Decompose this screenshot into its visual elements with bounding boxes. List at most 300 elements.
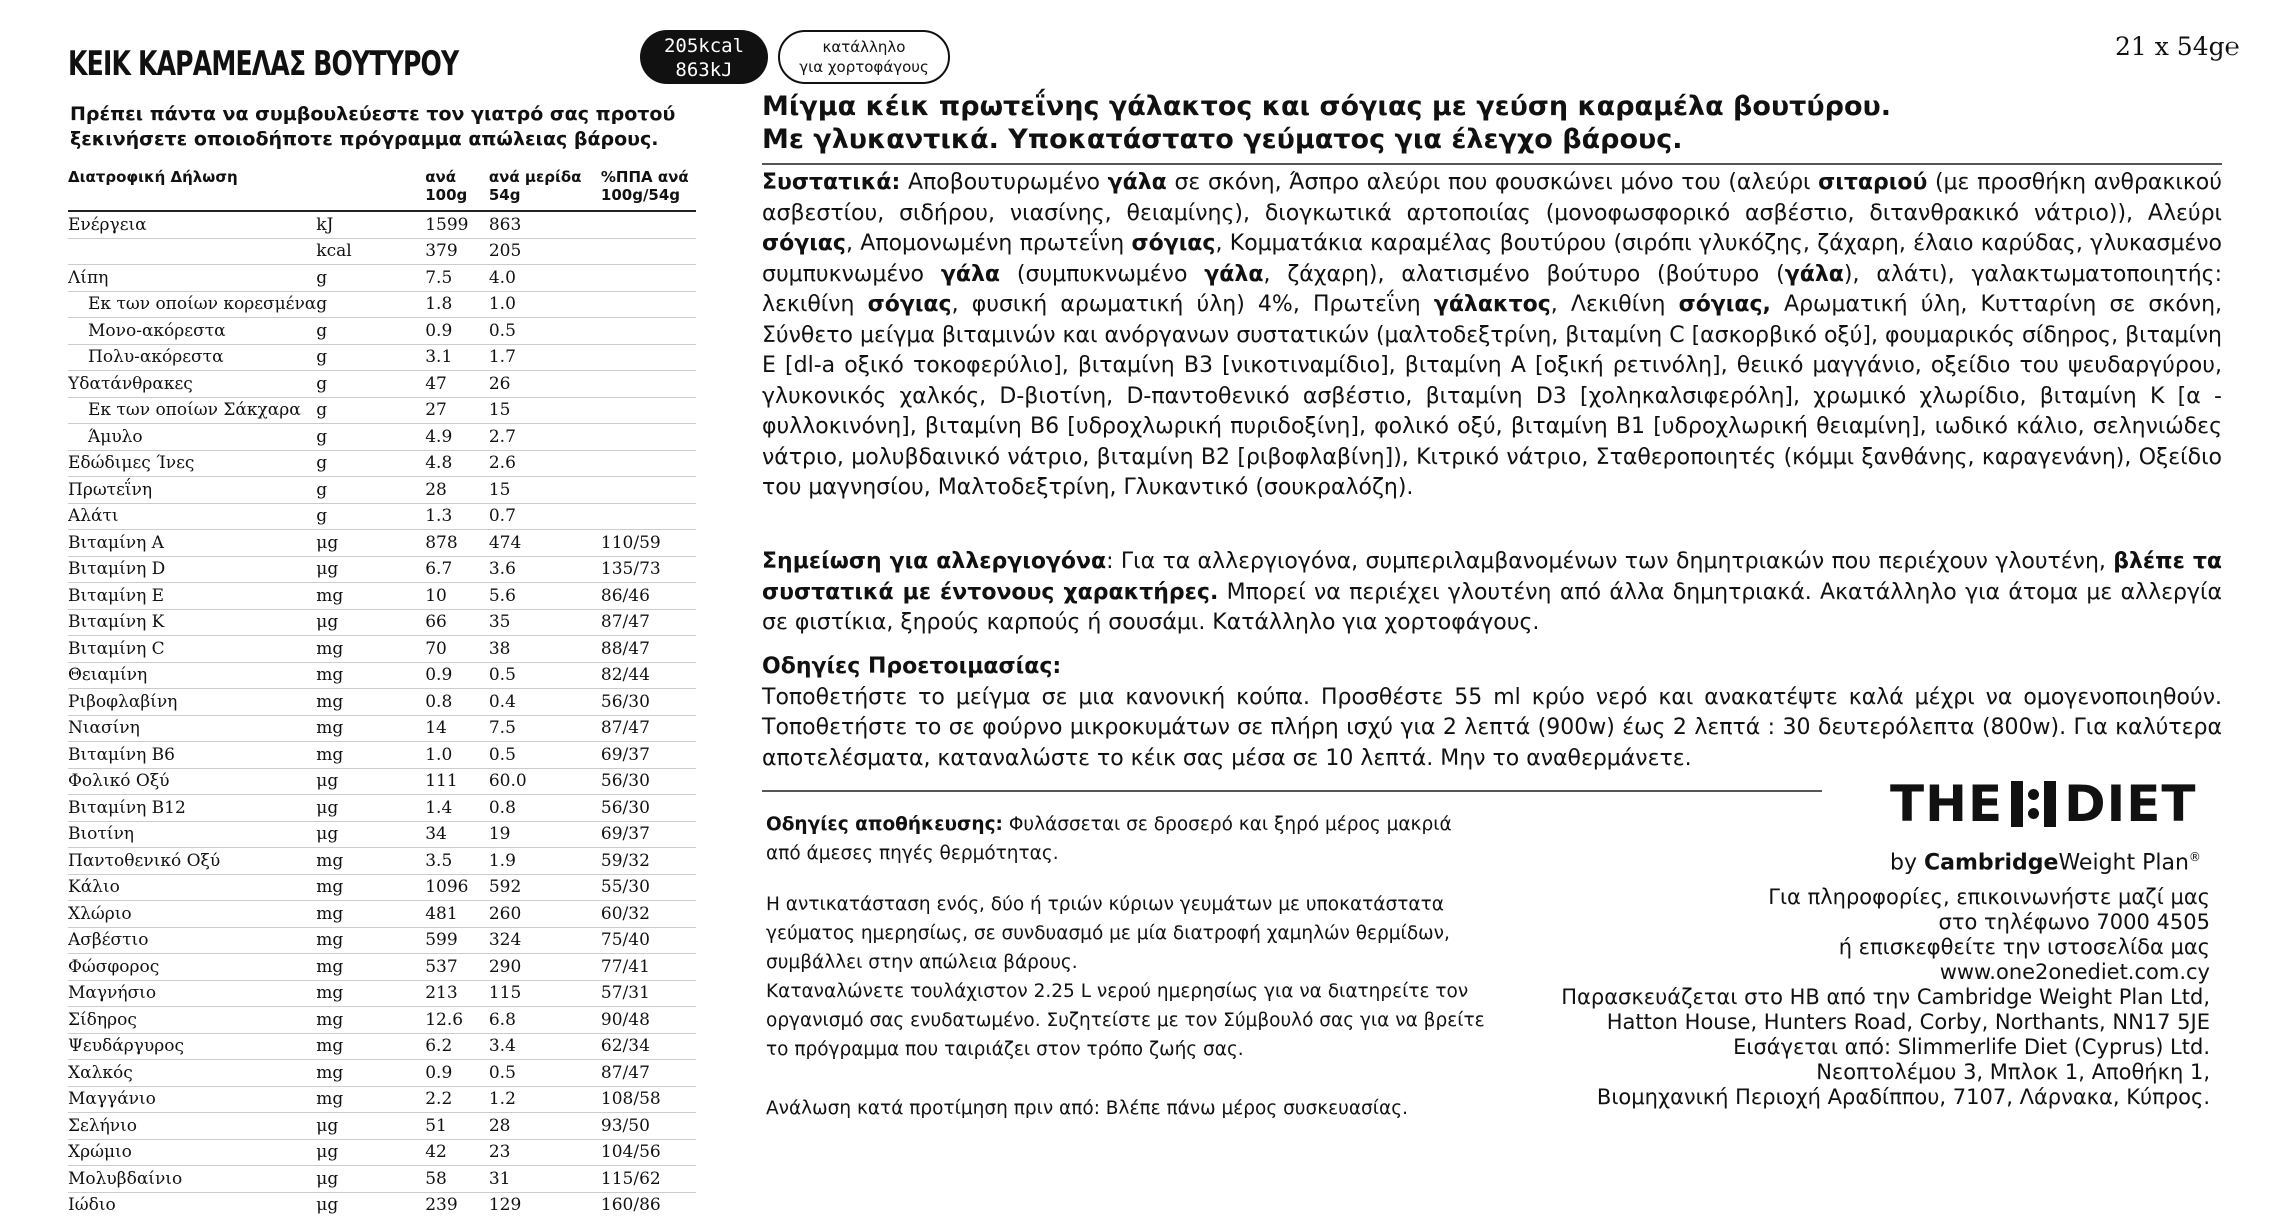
value-per-serving: 60.0: [489, 768, 601, 795]
contact-line: Νεοπτολέμου 3, Μπλοκ 1, Αποθήκη 1,: [1816, 1060, 2210, 1084]
value-per-100g: 213: [425, 980, 489, 1007]
value-per-100g: 7.5: [425, 265, 489, 292]
ri-percent: [601, 450, 696, 477]
nutrient-unit: mg: [316, 715, 425, 742]
ri-percent: [601, 424, 696, 451]
ri-percent: [601, 477, 696, 504]
value-per-serving: 0.5: [489, 318, 601, 345]
value-per-serving: 290: [489, 954, 601, 981]
ingredient-text: (συμπυκνωμένο: [999, 261, 1205, 287]
value-per-100g: 47: [425, 371, 489, 398]
nutrient-name: Χρώμιο: [68, 1139, 316, 1166]
ri-percent: 104/56: [601, 1139, 696, 1166]
value-per-100g: 0.9: [425, 1060, 489, 1087]
value-per-serving: 35: [489, 609, 601, 636]
value-per-serving: 324: [489, 927, 601, 954]
table-row: [68, 371, 696, 398]
table-row: [68, 662, 696, 689]
table-row: [68, 901, 696, 928]
value-per-100g: 6.7: [425, 556, 489, 583]
nutrient-name: Αλάτι: [68, 503, 316, 530]
ri-percent: [601, 371, 696, 398]
header-nutrient: Διατροφική Δήλωση: [68, 168, 238, 186]
ri-percent: 87/47: [601, 609, 696, 636]
nutrient-name: Εκ των οποίων κορεσμένα: [68, 291, 316, 318]
ri-percent: 57/31: [601, 980, 696, 1007]
nutrient-unit: mg: [316, 1060, 425, 1087]
nutrient-name: Βιταμίνη D: [68, 556, 316, 583]
value-per-100g: 599: [425, 927, 489, 954]
nutrient-name: Βιταμίνη Β12: [68, 795, 316, 822]
vegetarian-line-1: κατάλληλο: [822, 38, 906, 56]
value-per-100g: 14: [425, 715, 489, 742]
value-per-100g: 28: [425, 477, 489, 504]
nutrient-name: Βιταμίνη Β6: [68, 742, 316, 769]
value-per-serving: 3.6: [489, 556, 601, 583]
value-per-serving: 260: [489, 901, 601, 928]
value-per-serving: 2.7: [489, 424, 601, 451]
table-row: [68, 1060, 696, 1087]
ri-percent: 108/58: [601, 1086, 696, 1113]
value-per-100g: 111: [425, 768, 489, 795]
allergen-highlight: σιταριού: [1818, 170, 1928, 195]
nutrient-name: Θειαμίνη: [68, 662, 316, 689]
table-row: [68, 211, 696, 238]
ri-percent: [601, 318, 696, 345]
table-row: [68, 1033, 696, 1060]
storage-instructions: [766, 810, 1486, 868]
nutrient-name: Βιταμίνη Ε: [68, 583, 316, 610]
value-per-100g: 537: [425, 954, 489, 981]
ri-percent: 115/62: [601, 1166, 696, 1193]
nutrient-unit: mg: [316, 954, 425, 981]
value-per-100g: 2.2: [425, 1086, 489, 1113]
value-per-serving: 205: [489, 238, 601, 265]
nutrient-unit: g: [316, 318, 425, 345]
nutrient-unit: mg: [316, 742, 425, 769]
ingredient-text: , Κομματάκια καραμέλας βουτύρου (σιρόπι γλυκόζης, ζάχαρη, έλαιο καρύδας, γλυκασμένο συμπυκνωμένο: [762, 231, 2222, 287]
contact-line: Εισάγεται από: Slimmerlife Diet (Cyprus) Ltd.: [1733, 1035, 2210, 1059]
ingredient-text: Αποβουτυρωμένο: [900, 170, 1108, 195]
table-row: [68, 265, 696, 292]
nutrient-name: [68, 238, 316, 265]
value-per-100g: 878: [425, 530, 489, 557]
nutrient-unit: μg: [316, 795, 425, 822]
nutrient-name: Νιασίνη: [68, 715, 316, 742]
value-per-100g: 4.8: [425, 450, 489, 477]
table-row: [68, 848, 696, 875]
nutrient-unit: kJ: [316, 211, 425, 238]
storage-block: [766, 810, 1486, 1145]
nutrient-name: Σίδηρος: [68, 1007, 316, 1034]
allergen-bold: βλέπε τα συστατικά με έντονους χαρακτήρες.: [762, 549, 2222, 605]
value-per-100g: 6.2: [425, 1033, 489, 1060]
ingredient-text: , ζάχαρη), αλατισμένο βούτυρο (βούτυρο (: [1263, 261, 1785, 287]
nutrient-unit: g: [316, 397, 425, 424]
value-per-serving: 0.5: [489, 1060, 601, 1087]
ri-percent: [601, 238, 696, 265]
allergen-text-1: : Για τα αλλεργιογόνα, συμπεριλαμβανομένων των δημητριακών που περιέχουν γλουτένη,: [1106, 549, 2114, 574]
value-per-serving: 1.2: [489, 1086, 601, 1113]
nutrient-unit: mg: [316, 1007, 425, 1034]
nutrient-name: Μολυβδαίνιο: [68, 1166, 316, 1193]
nutrient-unit: mg: [316, 927, 425, 954]
value-per-100g: 51: [425, 1113, 489, 1140]
ingredients-block: [762, 168, 2222, 504]
table-row: [68, 1007, 696, 1034]
nutrient-name: Υδατάνθρακες: [68, 371, 316, 398]
table-row: [68, 715, 696, 742]
allergen-highlight: γάλακτος: [1433, 292, 1551, 317]
best-before: Ανάλωση κατά προτίμηση πριν από: Βλέπε πάνω μέρος συσκευασίας.: [766, 1098, 1408, 1119]
allergen-highlight: γάλα: [940, 261, 1000, 287]
value-per-serving: 15: [489, 397, 601, 424]
ri-percent: 86/46: [601, 583, 696, 610]
brand-byline: [1890, 850, 2201, 875]
nutrient-name: Φολικό Οξύ: [68, 768, 316, 795]
nutrient-unit: μg: [316, 1192, 425, 1218]
ri-percent: 56/30: [601, 795, 696, 822]
nutrient-unit: μg: [316, 556, 425, 583]
value-per-100g: 1096: [425, 874, 489, 901]
nutrient-unit: mg: [316, 689, 425, 716]
nutrition-header-row: [68, 166, 696, 211]
value-per-serving: 26: [489, 371, 601, 398]
preparation-text: Τοποθετήστε το μείγμα σε μια κανονική κούπα. Προσθέστε 55 ml κρύο νερό και ανακατέψτε καλά μέχρι να ομογενοποιηθούν. Τοποθετήστε το σε φούρνο μικροκυμάτων σε πλήρη ισχύ για 2 λεπτά (900w) έως 2 λεπτά : 30 δευτερόλεπτα (800w). Για καλύτερα αποτελέσματα, καταναλώστε το κέικ σας μέσα σε 10 λεπτά. Μην το αναθερμάνετε.: [762, 684, 2222, 771]
nutrient-name: Πολυ-ακόρεστα: [68, 344, 316, 371]
value-per-100g: 1.0: [425, 742, 489, 769]
value-per-100g: 0.8: [425, 689, 489, 716]
ri-percent: 160/86: [601, 1192, 696, 1218]
ri-percent: [601, 503, 696, 530]
ri-percent: 60/32: [601, 901, 696, 928]
nutrient-unit: g: [316, 371, 425, 398]
value-per-100g: 4.9: [425, 424, 489, 451]
nutrient-name: Ασβέστιο: [68, 927, 316, 954]
value-per-serving: 1.9: [489, 848, 601, 875]
table-row: [68, 477, 696, 504]
nutrient-name: Φώσφορος: [68, 954, 316, 981]
ingredient-text: , φυσική αρωματική ύλη) 4%, Πρωτεΐνη: [951, 292, 1434, 317]
ri-percent: 75/40: [601, 927, 696, 954]
table-row: [68, 238, 696, 265]
contact-info: [1500, 885, 2210, 1110]
value-per-serving: 0.5: [489, 662, 601, 689]
nutrition-table: [68, 166, 696, 1218]
nutrient-unit: μg: [316, 1139, 425, 1166]
logo-diet: DIET: [2064, 775, 2197, 833]
divider: [762, 790, 1822, 792]
table-row: [68, 556, 696, 583]
value-per-serving: 1.7: [489, 344, 601, 371]
storage-text: Φυλάσσεται σε δροσερό και ξηρό μέρος μακριά από άμεσες πηγές θερμότητας.: [766, 814, 1452, 864]
logo-the: THE: [1890, 775, 2004, 833]
value-per-serving: 4.0: [489, 265, 601, 292]
nutrient-unit: mg: [316, 901, 425, 928]
energy-badge: [640, 30, 768, 84]
nutrient-unit: μg: [316, 1166, 425, 1193]
table-row: [68, 318, 696, 345]
pack-size: 21 x 54g℮: [2115, 32, 2240, 61]
nutrient-unit: mg: [316, 636, 425, 663]
value-per-serving: 31: [489, 1166, 601, 1193]
divider: [762, 163, 2222, 165]
table-row: [68, 1139, 696, 1166]
nutrient-name: Άμυλο: [68, 424, 316, 451]
ri-percent: [601, 397, 696, 424]
ri-percent: 87/47: [601, 1060, 696, 1087]
value-per-100g: 58: [425, 1166, 489, 1193]
allergen-highlight: σόγιας,: [1678, 292, 1771, 317]
value-per-100g: 70: [425, 636, 489, 663]
allergen-highlight: σόγιας: [762, 231, 846, 256]
vegetarian-badge: [778, 30, 950, 84]
nutrient-name: Παντοθενικό Οξύ: [68, 848, 316, 875]
table-row: [68, 424, 696, 451]
value-per-serving: 15: [489, 477, 601, 504]
value-per-100g: 239: [425, 1192, 489, 1218]
kj-value: 863kJ: [675, 59, 733, 81]
table-row: [68, 980, 696, 1007]
ri-percent: 87/47: [601, 715, 696, 742]
table-row: [68, 742, 696, 769]
table-row: [68, 874, 696, 901]
value-per-serving: 863: [489, 211, 601, 238]
nutrient-name: Ψευδάργυρος: [68, 1033, 316, 1060]
contact-line: Παρασκευάζεται στο ΗΒ από την Cambridge Weight Plan Ltd,: [1561, 985, 2210, 1009]
table-row: [68, 344, 696, 371]
ri-percent: 93/50: [601, 1113, 696, 1140]
ri-percent: 90/48: [601, 1007, 696, 1034]
table-row: [68, 821, 696, 848]
nutrient-unit: g: [316, 344, 425, 371]
byline-plan: Weight Plan: [2058, 850, 2189, 876]
value-per-serving: 474: [489, 530, 601, 557]
nutrient-unit: mg: [316, 1086, 425, 1113]
nutrient-unit: mg: [316, 583, 425, 610]
nutrient-name: Ενέργεια: [68, 211, 316, 238]
ri-percent: [601, 211, 696, 238]
ingredient-text: (με προσθήκη ανθρακικού ασβεστίου, σιδήρου, νιασίνης, θειαμίνης), διογκωτικά αρτοποιίας (μονοφωσφορικό ασβέστιο, διτανθρακικό νάτριο)), Αλεύρι: [762, 170, 2222, 226]
header-ri: %ΠΠΑ ανά 100g/54g: [600, 168, 689, 204]
value-per-serving: 129: [489, 1192, 601, 1218]
value-per-100g: 1.8: [425, 291, 489, 318]
value-per-serving: 19: [489, 821, 601, 848]
value-per-100g: 0.9: [425, 318, 489, 345]
nutrient-name: Βιταμίνη C: [68, 636, 316, 663]
nutrient-unit: mg: [316, 980, 425, 1007]
description-line-2: Με γλυκαντικά. Υποκατάστατο γεύματος για έλεγχο βάρους.: [762, 124, 1683, 155]
nutrient-name: Μαγνήσιο: [68, 980, 316, 1007]
table-row: [68, 397, 696, 424]
nutrient-name: Μονο-ακόρεστα: [68, 318, 316, 345]
table-row: [68, 689, 696, 716]
preparation-block: [762, 652, 2222, 774]
nutrient-name: Βιταμίνη Κ: [68, 609, 316, 636]
ri-percent: 77/41: [601, 954, 696, 981]
value-per-serving: 28: [489, 1113, 601, 1140]
table-row: [68, 954, 696, 981]
brand-logo: [1890, 775, 2196, 833]
value-per-serving: 0.5: [489, 742, 601, 769]
table-row: [68, 1166, 696, 1193]
value-per-100g: 1599: [425, 211, 489, 238]
ri-percent: 69/37: [601, 821, 696, 848]
table-row: [68, 1086, 696, 1113]
nutrient-name: Χαλκός: [68, 1060, 316, 1087]
header-per-serving: ανά μερίδα 54g: [488, 168, 582, 204]
allergen-highlight: γάλα: [1204, 261, 1264, 287]
value-per-serving: 115: [489, 980, 601, 1007]
nutrient-unit: g: [316, 503, 425, 530]
value-per-serving: 3.4: [489, 1033, 601, 1060]
product-title: ΚΕΙΚ ΚΑΡΑΜΕΛΑΣ ΒΟΥΤΥΡΟΥ: [68, 44, 459, 84]
table-row: [68, 636, 696, 663]
ri-percent: 88/47: [601, 636, 696, 663]
value-per-serving: 38: [489, 636, 601, 663]
ri-percent: 59/32: [601, 848, 696, 875]
table-row: [68, 1192, 696, 1218]
value-per-serving: 6.8: [489, 1007, 601, 1034]
storage-label: Οδηγίες αποθήκευσης:: [766, 814, 1003, 835]
nutrient-name: Εκ των οποίων Σάκχαρα: [68, 397, 316, 424]
ri-percent: 62/34: [601, 1033, 696, 1060]
preparation-label: Οδηγίες Προετοιμασίας:: [762, 654, 1062, 679]
nutrient-unit: μg: [316, 530, 425, 557]
contact-line: www.one2onediet.com.cy: [1939, 960, 2210, 984]
byline-brand: Cambridge: [1923, 850, 2059, 876]
ingredients-text: [762, 170, 2222, 500]
one-to-one-icon: [2011, 781, 2056, 827]
water-advice: Καταναλώνετε τουλάχιστον 2.25 L νερού ημερησίως για να διατηρείτε τον οργανισμό σας ενυδατωμένο. Συζητείστε με τον Σύμβουλό σας για να βρείτε το πρόγραμμα που ταιριάζει στον τρόπο ζωής σας.: [766, 981, 1485, 1060]
table-row: [68, 795, 696, 822]
contact-line: στο τηλέφωνο 7000 4505: [1938, 910, 2210, 934]
table-row: [68, 530, 696, 557]
kcal-value: 205kcal: [663, 35, 745, 57]
value-per-serving: 592: [489, 874, 601, 901]
ingredient-text: , Λεκιθίνη: [1550, 292, 1679, 317]
vegetarian-line-2: για χορτοφάγους: [799, 58, 929, 76]
value-per-100g: 0.9: [425, 662, 489, 689]
nutrient-name: Σελήνιο: [68, 1113, 316, 1140]
nutrient-name: Ριβοφλαβίνη: [68, 689, 316, 716]
value-per-100g: 66: [425, 609, 489, 636]
value-per-serving: 0.4: [489, 689, 601, 716]
ingredient-text: , Απομονωμένη πρωτεΐνη: [845, 231, 1132, 256]
value-per-100g: 42: [425, 1139, 489, 1166]
table-row: [68, 768, 696, 795]
value-per-serving: 1.0: [489, 291, 601, 318]
ingredient-text: ), αλάτι), γαλακτωματοποιητής: λεκιθίνη: [762, 261, 2222, 317]
allergen-label: Σημείωση για αλλεργιογόνα: [762, 549, 1107, 574]
value-per-100g: 379: [425, 238, 489, 265]
nutrient-unit: g: [316, 291, 425, 318]
replacement-info: Η αντικατάσταση ενός, δύο ή τριών κύριων γευμάτων με υποκατάστατα γεύματος ημερησίως, σε συνδυασμό με μία διατροφή χαμηλών θερμίδων, συμβάλλει στην απώλεια βάρους.: [766, 894, 1450, 973]
ri-percent: [601, 344, 696, 371]
allergen-highlight: σόγιας: [867, 292, 952, 317]
table-row: [68, 291, 696, 318]
nutrient-name: Εδώδιμες Ίνες: [68, 450, 316, 477]
value-per-serving: 0.7: [489, 503, 601, 530]
header-unit: [316, 166, 425, 211]
nutrient-unit: g: [316, 450, 425, 477]
allergen-highlight: γάλα: [1784, 261, 1844, 287]
header-per-100g: ανά 100g: [425, 168, 468, 204]
ingredient-text: σε σκόνη, Άσπρο αλεύρι που φουσκώνει μόνο του (αλεύρι: [1166, 170, 1819, 195]
value-per-100g: 3.5: [425, 848, 489, 875]
ri-percent: 55/30: [601, 874, 696, 901]
table-row: [68, 583, 696, 610]
medical-advice: Πρέπει πάντα να συμβουλεύεστε τον γιατρό σας προτού ξεκινήσετε οποιοδήποτε πρόγραμμα απώλειας βάρους.: [70, 103, 676, 150]
nutrition-rows: [68, 211, 696, 1218]
ri-percent: 56/30: [601, 689, 696, 716]
ri-percent: 110/59: [601, 530, 696, 557]
value-per-100g: 10: [425, 583, 489, 610]
nutrient-name: Λίπη: [68, 265, 316, 292]
table-row: [68, 609, 696, 636]
table-row: [68, 503, 696, 530]
nutrient-name: Ιώδιο: [68, 1192, 316, 1218]
nutrient-unit: g: [316, 424, 425, 451]
allergen-text-2: Μπορεί να περιέχει γλουτένη από άλλα δημητριακά. Ακατάλληλο για άτομα με αλλεργία σε φιστίκια, ξηρούς καρπούς ή σουσάμι. Κατάλληλο για χορτοφάγους.: [762, 579, 2222, 635]
ri-percent: [601, 291, 696, 318]
nutrient-unit: mg: [316, 662, 425, 689]
nutrient-unit: kcal: [316, 238, 425, 265]
value-per-serving: 0.8: [489, 795, 601, 822]
nutrient-name: Βιταμίνη Α: [68, 530, 316, 557]
table-row: [68, 927, 696, 954]
nutrient-name: Πρωτεΐνη: [68, 477, 316, 504]
value-per-100g: 34: [425, 821, 489, 848]
value-per-100g: 1.3: [425, 503, 489, 530]
contact-line: Βιομηχανική Περιοχή Αραδίππου, 7107, Λάρνακα, Κύπρος.: [1596, 1085, 2210, 1109]
ri-percent: 56/30: [601, 768, 696, 795]
allergen-highlight: σόγιας: [1131, 231, 1216, 256]
byline-by: by: [1890, 850, 1924, 876]
value-per-100g: 3.1: [425, 344, 489, 371]
contact-line: Hatton House, Hunters Road, Corby, Northants, NN17 5JE: [1606, 1010, 2210, 1034]
nutrient-unit: μg: [316, 1113, 425, 1140]
contact-line: ή επισκεφθείτε την ιστοσελίδα μας: [1838, 935, 2210, 959]
value-per-serving: 23: [489, 1139, 601, 1166]
nutrient-unit: mg: [316, 1033, 425, 1060]
ri-percent: 135/73: [601, 556, 696, 583]
registered-mark: ®: [2188, 850, 2201, 864]
description-line-1: Μίγμα κέικ πρωτεΐνης γάλακτος και σόγιας με γεύση καραμέλα βουτύρου.: [762, 91, 1891, 122]
contact-line: Για πληροφορίες, επικοινωνήστε μαζί μας: [1768, 885, 2210, 909]
nutrient-unit: g: [316, 477, 425, 504]
nutrient-name: Μαγγάνιο: [68, 1086, 316, 1113]
nutrient-unit: mg: [316, 848, 425, 875]
allergen-highlight: γάλα: [1107, 170, 1167, 195]
nutrient-unit: μg: [316, 609, 425, 636]
nutrient-name: Βιοτίνη: [68, 821, 316, 848]
value-per-100g: 27: [425, 397, 489, 424]
value-per-100g: 481: [425, 901, 489, 928]
nutrient-unit: mg: [316, 874, 425, 901]
ingredients-label: Συστατικά:: [762, 170, 901, 195]
value-per-serving: 5.6: [489, 583, 601, 610]
nutrient-name: Χλώριο: [68, 901, 316, 928]
ri-percent: 69/37: [601, 742, 696, 769]
nutrient-unit: μg: [316, 768, 425, 795]
table-row: [68, 1113, 696, 1140]
ri-percent: 82/44: [601, 662, 696, 689]
value-per-100g: 12.6: [425, 1007, 489, 1034]
ri-percent: [601, 265, 696, 292]
ingredient-text: Αρωματική ύλη, Κυτταρίνη σε σκόνη, Σύνθετο μείγμα βιταμινών και ανόργανων συστατικών (μαλτοδεξτρίνη, βιταμίνη C [ασκορβικό οξύ], φουμαρικός σίδηρος, βιταμίνη E [dl-a οξικό τοκοφερύλιο], βιταμίνη B3 [νικοτιναμίδιο], βιταμίνη A [οξική ρετινόλη], θειικό μαγγάνιο, οξείδιο του ψευδαργύρου, γλυκονικός χαλκός, D-βιοτίνη, D-παντοθενικό ασβέστιο, βιταμίνη D3 [χοληκαλσιφερόλη], χρωμικό χλωρίδιο, βιταμίνη K [α - φυλλοκινόνη], βιταμίνη B6 [υδροχλωρική πυριδοξίνη], φολικό οξύ, βιταμίνη B1 [υδροχλωρική θειαμίνη], ιωδικό κάλιο, σεληνιώδες νάτριο, μολυβδαινικό νάτριο, βιταμίνη B2 [ριβοφλαβίνη]), Κιτρικό νάτριο, Σταθεροποιητές (κόμμι ξανθάνης, καραγενάνη), Οξείδιο του μαγνησίου, Μαλτοδεξτρίνη, Γλυκαντικό (σουκραλόζη).: [762, 292, 2223, 500]
product-description: [762, 90, 2222, 156]
